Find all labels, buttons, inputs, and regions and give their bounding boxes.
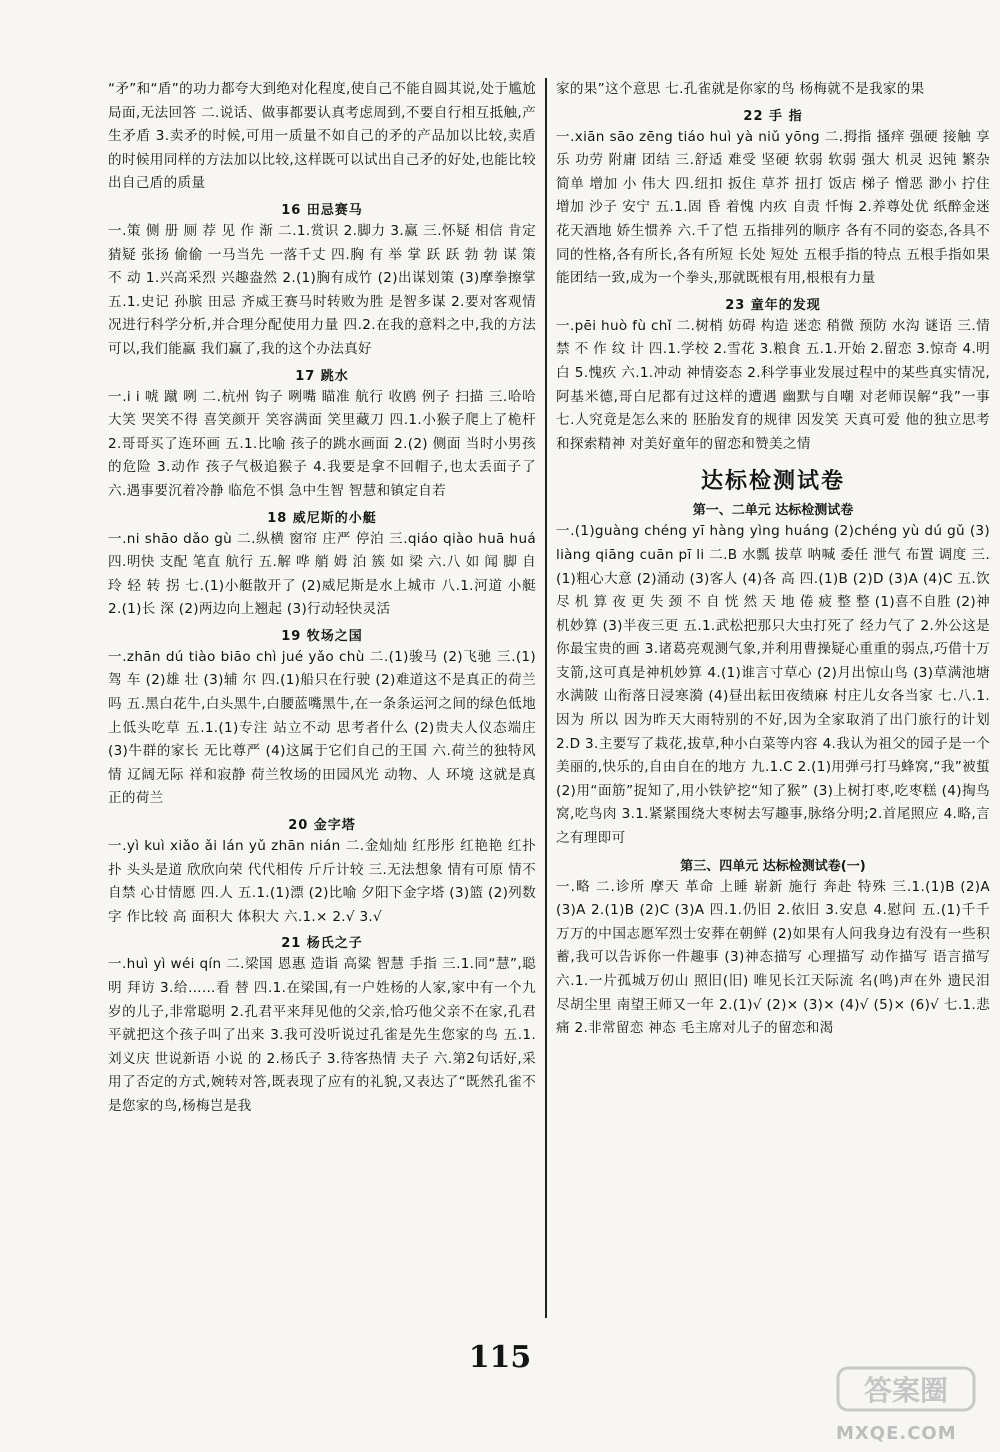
lesson-title-17: 17 跳水 <box>295 368 349 384</box>
lesson-answers-18: 一.ni shāo dǎo gù 二.纵横 窗帘 庄严 停泊 三.qiáo qiào huā huá 四.明快 支配 笔直 航行 五.解 哗 艄 姆 泊 簇 如 梁 六.八 如 闻 脚 自 玲 轻 转 拐 七.(1)小艇散开了 (2)威尼斯是水上城市 八.1.河道 小艇 2.(1)长 深 (2)两边向上翘起 (3)行动轻快灵活 <box>108 530 536 618</box>
left-intro-text: “矛”和“盾”的功力都夸大到绝对化程度,使自己不能自圆其说,处于尴尬局面,无法回答 二.说话、做事都要认真考虑周到,不要自行相互抵触,产生矛盾 3.卖矛的时候,可用一质量不如自己的矛的产品加以比较,卖盾的时候用同样的方法加以比较,这样既可以试出自己矛的好处,也能比较出自己盾的质量 <box>108 81 536 192</box>
lesson-title-22: 22 手 指 <box>743 108 803 124</box>
lesson-answers-22: 一.xiān sāo zēng tiáo huì yà niǔ yōng 二.拇指 搔痒 强硬 接触 享乐 功劳 附庸 团结 三.舒适 难受 坚硬 软弱 软弱 强大 机灵 迟钝 繁杂 简单 增加 小 伟大 四.纽扣 扳住 草芥 扭打 饭店 梯子 憎恶 渺小 拧住 增加 沙子 安宁 五.1.固 昏 着愧 内疚 自责 忏悔 2.养尊处优 纸醉金迷 花天酒地 娇生惯养 六.千了恺 五指排列的顺序 各有不同的姿态,各具不同的性格,各有所长,各有所短 长处 短处 五根手指的特点 五根手指如果能团结一致,成为一个拳头,那就既根有用,根根有力量 <box>556 128 990 287</box>
right-column <box>556 78 990 1041</box>
watermark-logo <box>836 1364 976 1414</box>
watermark-logo-text: 答案圈 <box>863 1374 949 1407</box>
watermark-url: MXQE.COM <box>836 1423 957 1444</box>
lesson-title-20: 20 金字塔 <box>288 818 356 834</box>
test-title-units-3-4: 第三、四单元 达标检测试卷(一) <box>680 858 866 874</box>
lesson-title-21: 21 杨氏之子 <box>281 936 363 952</box>
test-answers-units-3-4: 一.略 二.诊所 摩天 革命 上睡 崭新 施行 奔赴 特殊 三.1.(1)B (2)A (3)A 2.(1)B (2)C (3)A 四.1.仍旧 2.依旧 3.安息 4.慰问 五.(1)千千万万的中国志愿军烈士安葬在朝鲜 (2)如果有人问我身边有没有一些积蓄,我可以告诉你一件趣事 (3)神态描写 心理描写 动作描写 语言描写 六.1.一片孤城万仞山 照旧(旧) 唯见长江天际流 名(鸣)声在外 遗民泪尽胡尘里 南望王师又一年 2.(1)√ (2)× (3)× (4)√ (5)× (6)√ 七.1.悲痛 2.非常留恋 神态 毛主席对儿子的留恋和渴 <box>556 878 990 1037</box>
lesson-title-23: 23 童年的发现 <box>725 297 821 313</box>
lesson-answers-16: 一.策 侧 册 厕 荐 见 作 渐 二.1.赏识 2.脚力 3.赢 三.怀疑 相信 肯定 猜疑 张扬 偷偷 一马当先 一落千丈 四.胸 有 举 掌 跃 跃 勃 勃 谋 策 不 动 1.兴高采烈 兴趣盎然 2.(1)胸有成竹 (2)出谋划策 (3)摩拳擦掌 五.1.史记 孙膑 田忌 齐威王赛马时转败为胜 是智多谋 2.要对客观情况进行科学分析,并合理分配使用力量 四.2.在我的意料之中,我的方法可以,我们能赢 我们赢了,我的这个办法真好 <box>108 222 536 357</box>
right-intro-text: 家的果”这个意思 七.孔雀就是你家的鸟 杨梅就不是我家的果 <box>556 81 925 97</box>
lesson-answers-20: 一.yì kuì xiǎo ǎi lán yǔ zhān nián 二.金灿灿 红彤彤 红艳艳 红扑扑 头头是道 欣欣向荣 代代相传 斤斤计较 三.无法想象 情有可原 情不自禁 心甘情愿 四.人 五.1.(1)漂 (2)比喻 夕阳下金字塔 (3)篮 (2)列数字 作比较 高 面积大 体积大 六.1.× 2.√ 3.√ <box>108 838 536 925</box>
lesson-answers-21: 一.huì yì wéi qín 二.梁国 恩惠 造诣 高粱 智慧 手指 三.1.同“慧”,聪明 拜访 3.给……看 替 四.1.在梁国,有一户姓杨的人家,家中有一个九岁的儿子,非常聪明 2.孔君平来拜见他的父亲,恰巧他父亲不在家,孔君平就把这个孩子叫了出来 3.我可没听说过孔雀是先生您家的鸟 五.1.刘义庆 世说新语 小说 的 2.杨氏子 3.待客热情 夫子 六.第2句话好,采用了否定的方式,婉转对答,既表现了应有的礼貌,又表达了“既然孔雀不是您家的鸟,杨梅岂是我 <box>108 956 536 1114</box>
left-column <box>108 78 536 1119</box>
lesson-title-16: 16 田忌赛马 <box>281 202 363 218</box>
lesson-answers-19: 一.zhān dú tiào biāo chì jué yǎo chù 二.(1)骏马 (2)飞驰 三.(1)驾 车 (2)雄 壮 (3)辅 尔 四.(1)船只在行驶 (2)难道这不是真正的荷兰吗 五.黑白花牛,白头黑牛,白腰蓝嘴黑牛,在一条条运河之间的绿色低地上低头吃草 五.1.(1)专注 站立不动 思考者什么 (2)贵夫人仪态端庄 (3)牛群的家长 无比尊严 (4)这属于它们自己的王国 六.荷兰的独特风情 辽阔无际 祥和寂静 荷兰牧场的田园风光 动物、人 环境 这就是真正的荷兰 <box>108 648 536 807</box>
page-number: 115 <box>468 1340 532 1375</box>
lesson-answers-23: 一.pēi huò fù chǐ 二.树梢 妨碍 构造 迷恋 稍微 预防 水沟 谜语 三.情 禁 不 作 纹 计 四.1.学校 2.雪花 3.粮食 五.1.开始 2.留恋 3.惊奇 4.明白 5.愧疚 六.1.冲动 神情姿态 2.科学事业发展过程中的某些真实情况,阿基米德,哥白尼都有过这样的遭遇 幽默与自嘲 对老师误解“我”一事 七.人究竟是怎么来的 胚胎发育的规律 因发笑 天真可爱 他的独立思考和探索精神 对美好童年的留恋和赞美之情 <box>556 317 990 452</box>
lesson-title-18: 18 威尼斯的小艇 <box>267 510 377 526</box>
watermark <box>824 1364 994 1444</box>
lesson-answers-17: 一.i i 唬 蹴 咧 二.杭州 钩子 咧嘴 瞄准 航行 收鸥 例子 扫描 三.哈哈大笑 哭笑不得 喜笑颜开 笑容满面 笑里藏刀 四.1.小猴子爬上了桅杆 2.哥哥买了连环画 五.1.比喻 孩子的跳水画面 2.(2) 侧面 当时小男孩的危险 3.动作 孩子气极追猴子 4.我要是拿不回帽子,也太丢面子了 六.遇事要沉着冷静 临危不惧 急中生智 智慧和镇定自若 <box>108 388 536 499</box>
test-answers-units-1-2: 一.(1)guàng chéng yī hàng yìng huáng (2)chéng yù dú gǔ (3)liàng qiāng cuān pī li 二.B 水瓢 拔草 呐喊 委任 泄气 布置 调度 三.(1)粗心大意 (2)涌动 (3)客人 (4)各 高 四.(1)B (2)D (3)A (4)C 五.饮 尽 机 算 夜 更 失 颈 不 自 恍 然 天 地 倦 疲 整 整 (1)喜不自胜 (2)神机妙算 (3)半夜三更 五.1.武松把那只大虫打死了 经力气了 2.外公这是你最宝贵的画 3.诸葛亮观测气象,并利用曹操疑心重重的弱点,巧借十万支箭,这可真是神机妙算 4.(1)谁言寸草心 (2)月出惊山鸟 (3)草满池塘水满陂 山衔落日浸寒漪 (4)昼出耘田夜绩麻 村庄儿女各当家 七.八.1.因为 所以 因为昨天大雨特别的不好,因为全家取消了出门旅行的计划 2.D 3.主要写了栽花,拔草,种小白菜等内容 4.我认为祖父的园子是一个美丽的,快乐的,自由自在的地方 九.1.C 2.(1)用弹弓打马蜂窝,“我”被蜇 (2)用“面筋”捉知了,用小铁铲挖“知了猴” (3)上树打枣,吃枣糕 (4)掏鸟窝,吃鸟肉 3.1.紧紧围绕大枣树去写趣事,脉络分明;2.首尾照应 4.略,言之有理即可 <box>556 523 990 847</box>
test-papers-heading: 达标检测试卷 <box>700 469 845 495</box>
lesson-title-19: 19 牧场之国 <box>281 628 363 644</box>
column-divider <box>545 78 547 1318</box>
test-title-units-1-2: 第一、二单元 达标检测试卷 <box>692 503 854 519</box>
